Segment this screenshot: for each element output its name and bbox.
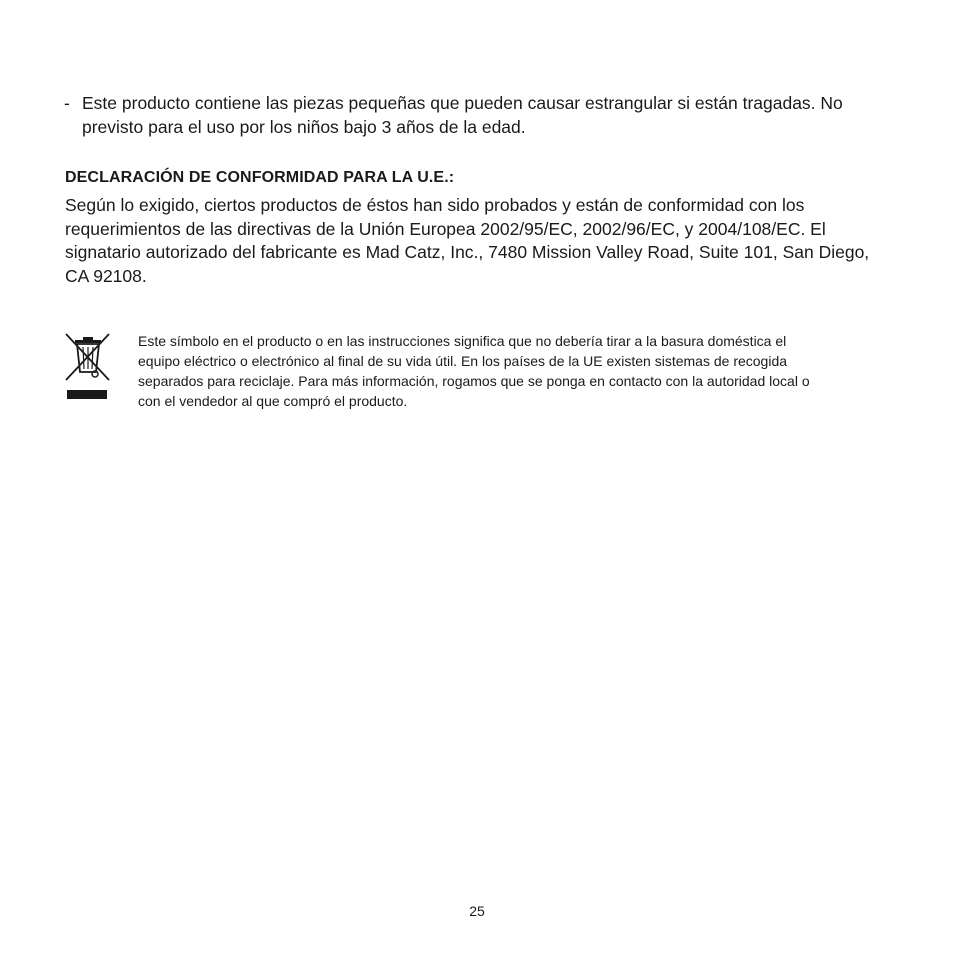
warning-text: Este producto contiene las piezas pequeñas que pueden causar estrangular si están tragadas. No previsto para el uso por los niños bajo 3 años de la edad.	[82, 93, 843, 137]
declaration-body: Según lo exigido, ciertos productos de éstos han sido probados y están de conformidad con los requerimientos de las directivas de la Unión Europea 2002/95/EC, 2002/96/EC, y 2004/108/EC. El signatario autorizado del fabricante es Mad Catz, Inc., 7480 Mission Valley Road, Suite 101, San Diego, CA 92108.	[65, 195, 870, 286]
weee-disposal-notice: Este símbolo en el producto o en las instrucciones significa que no debería tirar a la basura doméstica el equipo eléctrico o electrónico al final de su vida útil. En los países de la UE existen sistemas de recogida separados para reciclaje. Para más información, rogamos que se ponga en contacto con la autoridad local o con el vendedor al que compró el producto.	[138, 333, 810, 409]
warning-bullet: -	[64, 93, 70, 113]
page-number: 25	[469, 903, 485, 919]
declaration-heading: DECLARACIÓN DE CONFORMIDAD PARA LA U.E.:	[65, 169, 455, 186]
small-parts-warning	[64, 91, 884, 139]
crossed-out-wheelie-bin-icon	[64, 332, 112, 402]
